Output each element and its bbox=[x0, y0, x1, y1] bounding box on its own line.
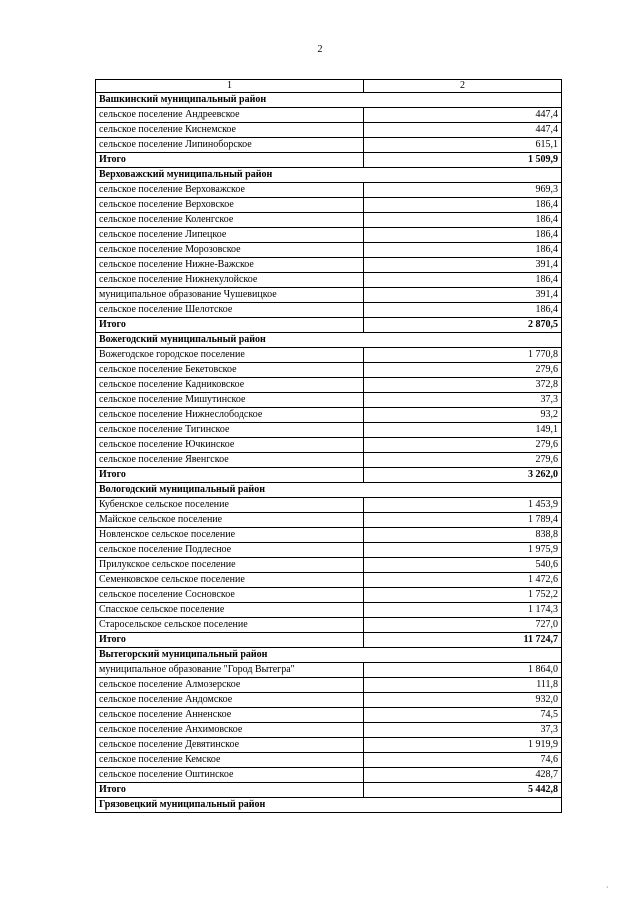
settlement-value: 1 453,9 bbox=[364, 498, 562, 513]
settlement-name: сельское поселение Нижне-Важское bbox=[96, 258, 364, 273]
table-row bbox=[96, 723, 562, 738]
settlement-value: 186,4 bbox=[364, 303, 562, 318]
settlement-value: 37,3 bbox=[364, 723, 562, 738]
settlement-value: 1 919,9 bbox=[364, 738, 562, 753]
settlement-value: 447,4 bbox=[364, 108, 562, 123]
settlement-name: сельское поселение Кадниковское bbox=[96, 378, 364, 393]
table-row bbox=[96, 438, 562, 453]
table-row bbox=[96, 408, 562, 423]
settlement-name: Майское сельское поселение bbox=[96, 513, 364, 528]
settlement-name: сельское поселение Шелотское bbox=[96, 303, 364, 318]
settlement-value: 74,5 bbox=[364, 708, 562, 723]
table-row bbox=[96, 363, 562, 378]
settlement-name: Семенковское сельское поселение bbox=[96, 573, 364, 588]
total-label: Итого bbox=[96, 153, 364, 168]
settlement-value: 279,6 bbox=[364, 453, 562, 468]
settlement-name: сельское поселение Анненское bbox=[96, 708, 364, 723]
table-row bbox=[96, 198, 562, 213]
settlement-name: сельское поселение Явенгское bbox=[96, 453, 364, 468]
settlement-value: 1 174,3 bbox=[364, 603, 562, 618]
column-header-1: 1 bbox=[96, 80, 364, 93]
table-row bbox=[96, 243, 562, 258]
settlement-value: 1 472,6 bbox=[364, 573, 562, 588]
settlement-name: сельское поселение Андомское bbox=[96, 693, 364, 708]
total-value: 1 509,9 bbox=[364, 153, 562, 168]
settlement-value: 37,3 bbox=[364, 393, 562, 408]
table-row bbox=[96, 618, 562, 633]
total-value: 5 442,8 bbox=[364, 783, 562, 798]
settlement-name: сельское поселение Нижнекулойское bbox=[96, 273, 364, 288]
total-row bbox=[96, 783, 562, 798]
table-row bbox=[96, 228, 562, 243]
settlement-value: 1 975,9 bbox=[364, 543, 562, 558]
settlement-value: 1 789,4 bbox=[364, 513, 562, 528]
settlement-name: Спасское сельское поселение bbox=[96, 603, 364, 618]
settlement-name: Прилукское сельское поселение bbox=[96, 558, 364, 573]
table-row bbox=[96, 423, 562, 438]
table-row bbox=[96, 138, 562, 153]
settlement-value: 391,4 bbox=[364, 288, 562, 303]
district-name: Вытегорский муниципальный район bbox=[96, 648, 562, 663]
settlement-value: 1 864,0 bbox=[364, 663, 562, 678]
settlement-name: сельское поселение Сосновское bbox=[96, 588, 364, 603]
table-row bbox=[96, 708, 562, 723]
total-label: Итого bbox=[96, 783, 364, 798]
table-row bbox=[96, 753, 562, 768]
settlement-name: Кубенское сельское поселение bbox=[96, 498, 364, 513]
settlement-name: сельское поселение Морозовское bbox=[96, 243, 364, 258]
settlement-name: сельское поселение Липецкое bbox=[96, 228, 364, 243]
district-name: Вашкинский муниципальный район bbox=[96, 93, 562, 108]
table-body bbox=[96, 80, 562, 813]
total-label: Итого bbox=[96, 468, 364, 483]
table-row bbox=[96, 303, 562, 318]
district-name: Вологодский муниципальный район bbox=[96, 483, 562, 498]
settlement-value: 186,4 bbox=[364, 213, 562, 228]
district-header-row bbox=[96, 333, 562, 348]
settlement-name: сельское поселение Кемское bbox=[96, 753, 364, 768]
settlement-name: сельское поселение Нижнеслободское bbox=[96, 408, 364, 423]
column-header-row bbox=[96, 80, 562, 93]
settlement-value: 149,1 bbox=[364, 423, 562, 438]
settlement-name: муниципальное образование "Город Вытегра" bbox=[96, 663, 364, 678]
settlement-name: сельское поселение Анхимовское bbox=[96, 723, 364, 738]
table-row bbox=[96, 528, 562, 543]
settlement-value: 428,7 bbox=[364, 768, 562, 783]
scan-mark: , bbox=[606, 883, 608, 889]
table-row bbox=[96, 348, 562, 363]
settlement-name: сельское поселение Киснемское bbox=[96, 123, 364, 138]
table-row bbox=[96, 543, 562, 558]
settlement-name: сельское поселение Верховажское bbox=[96, 183, 364, 198]
allocation-table bbox=[95, 79, 562, 813]
table-row bbox=[96, 393, 562, 408]
settlement-name: Вожегодское городское поселение bbox=[96, 348, 364, 363]
settlement-value: 391,4 bbox=[364, 258, 562, 273]
district-header-row bbox=[96, 483, 562, 498]
table-row bbox=[96, 273, 562, 288]
settlement-name: сельское поселение Верховское bbox=[96, 198, 364, 213]
settlement-value: 932,0 bbox=[364, 693, 562, 708]
district-name: Верховажский муниципальный район bbox=[96, 168, 562, 183]
settlement-value: 1 752,2 bbox=[364, 588, 562, 603]
total-value: 11 724,7 bbox=[364, 633, 562, 648]
settlement-name: сельское поселение Андреевское bbox=[96, 108, 364, 123]
settlement-value: 111,8 bbox=[364, 678, 562, 693]
table-row bbox=[96, 573, 562, 588]
total-value: 3 262,0 bbox=[364, 468, 562, 483]
settlement-name: сельское поселение Оштинское bbox=[96, 768, 364, 783]
table-row bbox=[96, 498, 562, 513]
settlement-name: сельское поселение Тигинское bbox=[96, 423, 364, 438]
table-row bbox=[96, 183, 562, 198]
table-row bbox=[96, 588, 562, 603]
table-row bbox=[96, 558, 562, 573]
total-row bbox=[96, 318, 562, 333]
settlement-value: 186,4 bbox=[364, 228, 562, 243]
settlement-name: муниципальное образование Чушевицкое bbox=[96, 288, 364, 303]
settlement-value: 74,6 bbox=[364, 753, 562, 768]
total-row bbox=[96, 153, 562, 168]
table-row bbox=[96, 378, 562, 393]
settlement-name: сельское поселение Алмозерское bbox=[96, 678, 364, 693]
settlement-value: 279,6 bbox=[364, 363, 562, 378]
total-label: Итого bbox=[96, 633, 364, 648]
settlement-value: 279,6 bbox=[364, 438, 562, 453]
page-number: 2 bbox=[317, 44, 323, 55]
settlement-value: 727,0 bbox=[364, 618, 562, 633]
table-row bbox=[96, 108, 562, 123]
settlement-name: Новленское сельское поселение bbox=[96, 528, 364, 543]
settlement-value: 372,8 bbox=[364, 378, 562, 393]
district-header-row bbox=[96, 798, 562, 813]
settlement-name: сельское поселение Бекетовское bbox=[96, 363, 364, 378]
district-name: Вожегодский муниципальный район bbox=[96, 333, 562, 348]
settlement-value: 838,8 bbox=[364, 528, 562, 543]
total-label: Итого bbox=[96, 318, 364, 333]
settlement-name: сельское поселение Липиноборское bbox=[96, 138, 364, 153]
settlement-value: 186,4 bbox=[364, 243, 562, 258]
settlement-name: сельское поселение Мишутинское bbox=[96, 393, 364, 408]
table-row bbox=[96, 123, 562, 138]
table-row bbox=[96, 693, 562, 708]
settlement-value: 93,2 bbox=[364, 408, 562, 423]
settlement-value: 186,4 bbox=[364, 198, 562, 213]
column-header-2: 2 bbox=[364, 80, 562, 93]
settlement-value: 540,6 bbox=[364, 558, 562, 573]
settlement-name: сельское поселение Коленгское bbox=[96, 213, 364, 228]
table-row bbox=[96, 453, 562, 468]
table-row bbox=[96, 663, 562, 678]
settlement-value: 615,1 bbox=[364, 138, 562, 153]
table-row bbox=[96, 258, 562, 273]
total-row bbox=[96, 633, 562, 648]
district-header-row bbox=[96, 648, 562, 663]
settlement-name: Старосельское сельское поселение bbox=[96, 618, 364, 633]
table-row bbox=[96, 768, 562, 783]
settlement-value: 1 770,8 bbox=[364, 348, 562, 363]
settlement-name: сельское поселение Девятинское bbox=[96, 738, 364, 753]
settlement-value: 969,3 bbox=[364, 183, 562, 198]
settlement-value: 447,4 bbox=[364, 123, 562, 138]
total-row bbox=[96, 468, 562, 483]
total-value: 2 870,5 bbox=[364, 318, 562, 333]
district-header-row bbox=[96, 93, 562, 108]
district-header-row bbox=[96, 168, 562, 183]
district-name: Грязовецкий муниципальный район bbox=[96, 798, 562, 813]
table-row bbox=[96, 213, 562, 228]
table-row bbox=[96, 288, 562, 303]
table-row bbox=[96, 738, 562, 753]
settlement-name: сельское поселение Подлесное bbox=[96, 543, 364, 558]
settlement-name: сельское поселение Ючкинское bbox=[96, 438, 364, 453]
settlement-value: 186,4 bbox=[364, 273, 562, 288]
table-row bbox=[96, 603, 562, 618]
table-row bbox=[96, 513, 562, 528]
table-row bbox=[96, 678, 562, 693]
